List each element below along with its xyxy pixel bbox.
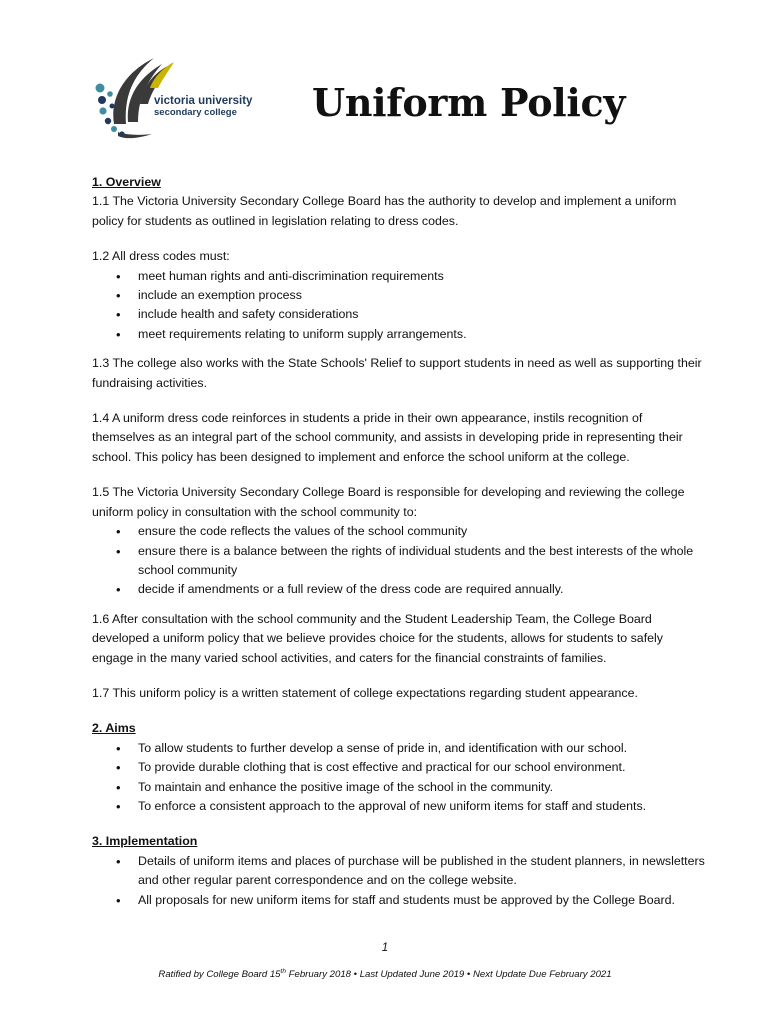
section-heading-aims: 2. Aims <box>92 721 136 736</box>
logo-line2: secondary college <box>154 107 237 118</box>
list-item: • ensure the code reflects the values of the school community <box>138 522 707 541</box>
paragraph-1-3: 1.3 The college also works with the State Schools' Relief to support students in need as well as supporting their fundraising activities. <box>92 356 702 390</box>
list-item: • To provide durable clothing that is cost effective and practical for our school environment. <box>138 758 707 777</box>
section-heading-implementation: 3. Implementation <box>92 834 198 849</box>
list-item: • decide if amendments or a full review of the dress code are required annually. <box>138 580 707 599</box>
board-responsibilities-list <box>92 522 707 600</box>
aims-list <box>92 739 707 817</box>
list-item: • To allow students to further develop a sense of pride in, and identification with our school. <box>138 739 707 758</box>
list-item: • To enforce a consistent approach to the approval of new uniform items for staff and students. <box>138 797 707 816</box>
list-item: • meet human rights and anti-discrimination requirements <box>138 267 707 286</box>
paragraph-1-4: 1.4 A uniform dress code reinforces in students a pride in their own appearance, instils recognition of themselves as an integral part of the school community, and assists in developing pride in representing their school. This policy has been designed to implement and enforce the school uniform at the college. <box>92 411 683 464</box>
footer-text-start: Ratified by College Board 15 <box>158 969 281 981</box>
list-item: • To maintain and enhance the positive image of the school in the community. <box>138 778 707 797</box>
footer-text-end: February 2018 • Last Updated June 2019 • Next Update Due February 2021 <box>285 969 612 981</box>
footer-ordinal: th <box>280 968 286 975</box>
college-logo <box>92 52 262 142</box>
section-heading-overview: 1. Overview <box>92 175 161 189</box>
list-item: • Details of uniform items and places of purchase will be published in the student planners, in newsletters and other regular parent correspondence and on the college website. <box>138 852 707 891</box>
paragraph-1-5: 1.5 The Victoria University Secondary College Board is responsible for developing and reviewing the college uniform policy in consultation with the school community to: <box>92 485 685 519</box>
list-item: • include health and safety considerations <box>138 305 707 324</box>
implementation-list <box>92 852 707 910</box>
paragraph-1-7: 1.7 This uniform policy is a written statement of college expectations regarding student appearance. <box>92 685 638 700</box>
list-item: • All proposals for new uniform items for staff and students must be approved by the College Board. <box>138 891 707 910</box>
page-number: 1 <box>381 942 389 954</box>
paragraph-1-6: 1.6 After consultation with the school community and the Student Leadership Team, the College Board developed a uniform policy that we believe provides choice for the students, allows for students to safely engage in the many varied school activities, and caters for the financial constraints of families. <box>92 611 663 665</box>
page-footer <box>0 968 770 980</box>
dress-code-requirements-list <box>92 267 707 345</box>
list-item: • include an exemption process <box>138 286 707 305</box>
logo-line1: victoria university <box>154 95 253 107</box>
document-body <box>92 173 707 910</box>
list-item: • meet requirements relating to uniform supply arrangements. <box>138 325 707 344</box>
list-item: • ensure there is a balance between the rights of individual students and the best interests of the whole school community <box>138 542 707 581</box>
page-title: Uniform Policy <box>312 80 626 125</box>
paragraph-1-2: 1.2 All dress codes must: <box>92 249 230 264</box>
paragraph-1-1: 1.1 The Victoria University Secondary College Board has the authority to develop and implement a uniform policy for students as outlined in legislation relating to dress codes. <box>92 194 677 228</box>
